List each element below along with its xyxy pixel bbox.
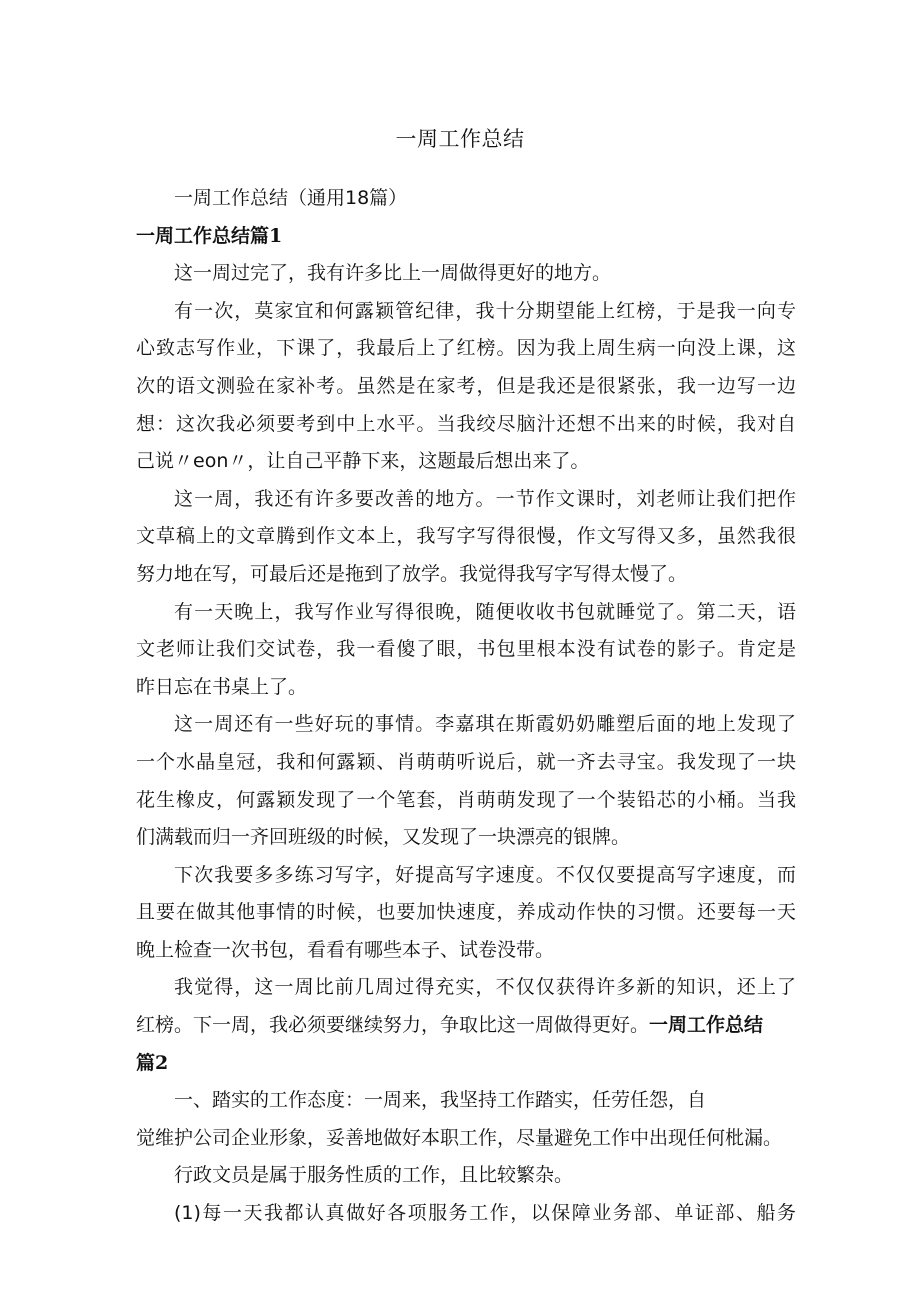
paragraph-line: 这一周过完了，我有许多比上一周做得更好的地方。 <box>174 262 612 285</box>
section-heading-1: 一周工作总结篇1 <box>136 224 283 247</box>
paragraph-line: 昨日忘在书桌上了。 <box>136 675 308 698</box>
document-title: 一周工作总结 <box>395 127 525 151</box>
paragraph-line: (1)每一天我都认真做好各项服务工作，以保障业务部、单证部、船务 <box>174 1202 796 1225</box>
paragraph-line: 我觉得，这一周比前几周过得充实，不仅仅获得许多新的知识，还上了 <box>174 976 796 999</box>
paragraph-line: 一个水晶皇冠，我和何露颖、肖萌萌听说后，就一齐去寻宝。我发现了一块 <box>136 750 796 773</box>
paragraph-line: 己说〃eon〃，让自己平静下来，这题最后想出来了。 <box>136 450 590 473</box>
paragraph-line: 花生橡皮，何露颖发现了一个笔套，肖萌萌发现了一个装铅芯的小桶。当我 <box>136 788 796 811</box>
paragraph-line: 心致志写作业，下课了，我最后上了红榜。因为我上周生病一向没上课，这 <box>136 337 796 360</box>
paragraph-line: 这一周，我还有许多要改善的地方。一节作文课时，刘老师让我们把作 <box>174 487 796 510</box>
paragraph-line: 一、踏实的工作态度：一周来，我坚持工作踏实，任劳任怨，自 <box>174 1089 707 1112</box>
paragraph-line: 有一次，莫家宜和何露颖管纪律，我十分期望能上红榜，于是我一向专 <box>174 299 796 322</box>
paragraph-line: 且要在做其他事情的时候，也要加快速度，养成动作快的习惯。还要每一天 <box>136 901 796 924</box>
paragraph-line: 努力地在写，可最后还是拖到了放学。我觉得我写字写得太慢了。 <box>136 562 688 585</box>
paragraph-line: 想：这次我必须要考到中上水平。当我绞尽脑汁还想不出来的时候，我对自 <box>136 412 796 435</box>
paragraph-line <box>136 1007 796 1045</box>
paragraph-line: 文老师让我们交试卷，我一看傻了眼，书包里根本没有试卷的影子。肯定是 <box>136 638 796 661</box>
paragraph-text: 红榜。下一周，我必须要继续努力，争取比这一周做得更好。 <box>136 1014 650 1037</box>
paragraph-line: 行政文员是属于服务性质的工作，且比较繁杂。 <box>174 1164 574 1187</box>
paragraph-line: 次的语文测验在家补考。虽然是在家考，但是我还是很紧张，我一边写一边 <box>136 374 796 397</box>
paragraph-line: 晚上检查一次书包，看看有哪些本子、试卷没带。 <box>136 938 555 961</box>
section-heading-2-part2: 篇2 <box>136 1051 169 1074</box>
section-heading-2-part1: 一周工作总结 <box>649 1014 764 1037</box>
paragraph-line: 有一天晚上，我写作业写得很晚，随便收收书包就睡觉了。第二天，语 <box>174 600 796 623</box>
document-subtitle: 一周工作总结（通用18篇） <box>174 187 408 209</box>
paragraph-line: 觉维护公司企业形象，妥善地做好本职工作，尽量避免工作中出现任何枇漏。 <box>136 1126 783 1149</box>
document-body <box>136 180 796 1233</box>
paragraph-line: 文草稿上的文章腾到作文本上，我写字写得很慢，作文写得又多，虽然我很 <box>136 525 796 548</box>
paragraph-line: 这一周还有一些好玩的事情。李嘉琪在斯霞奶奶雕塑后面的地上发现了 <box>174 713 796 736</box>
paragraph-line: 下次我要多多练习写字，好提高写字速度。不仅仅要提高写字速度，而 <box>174 863 796 886</box>
paragraph-line: 们满载而归一齐回班级的时候，又发现了一块漂亮的银牌。 <box>136 826 631 849</box>
